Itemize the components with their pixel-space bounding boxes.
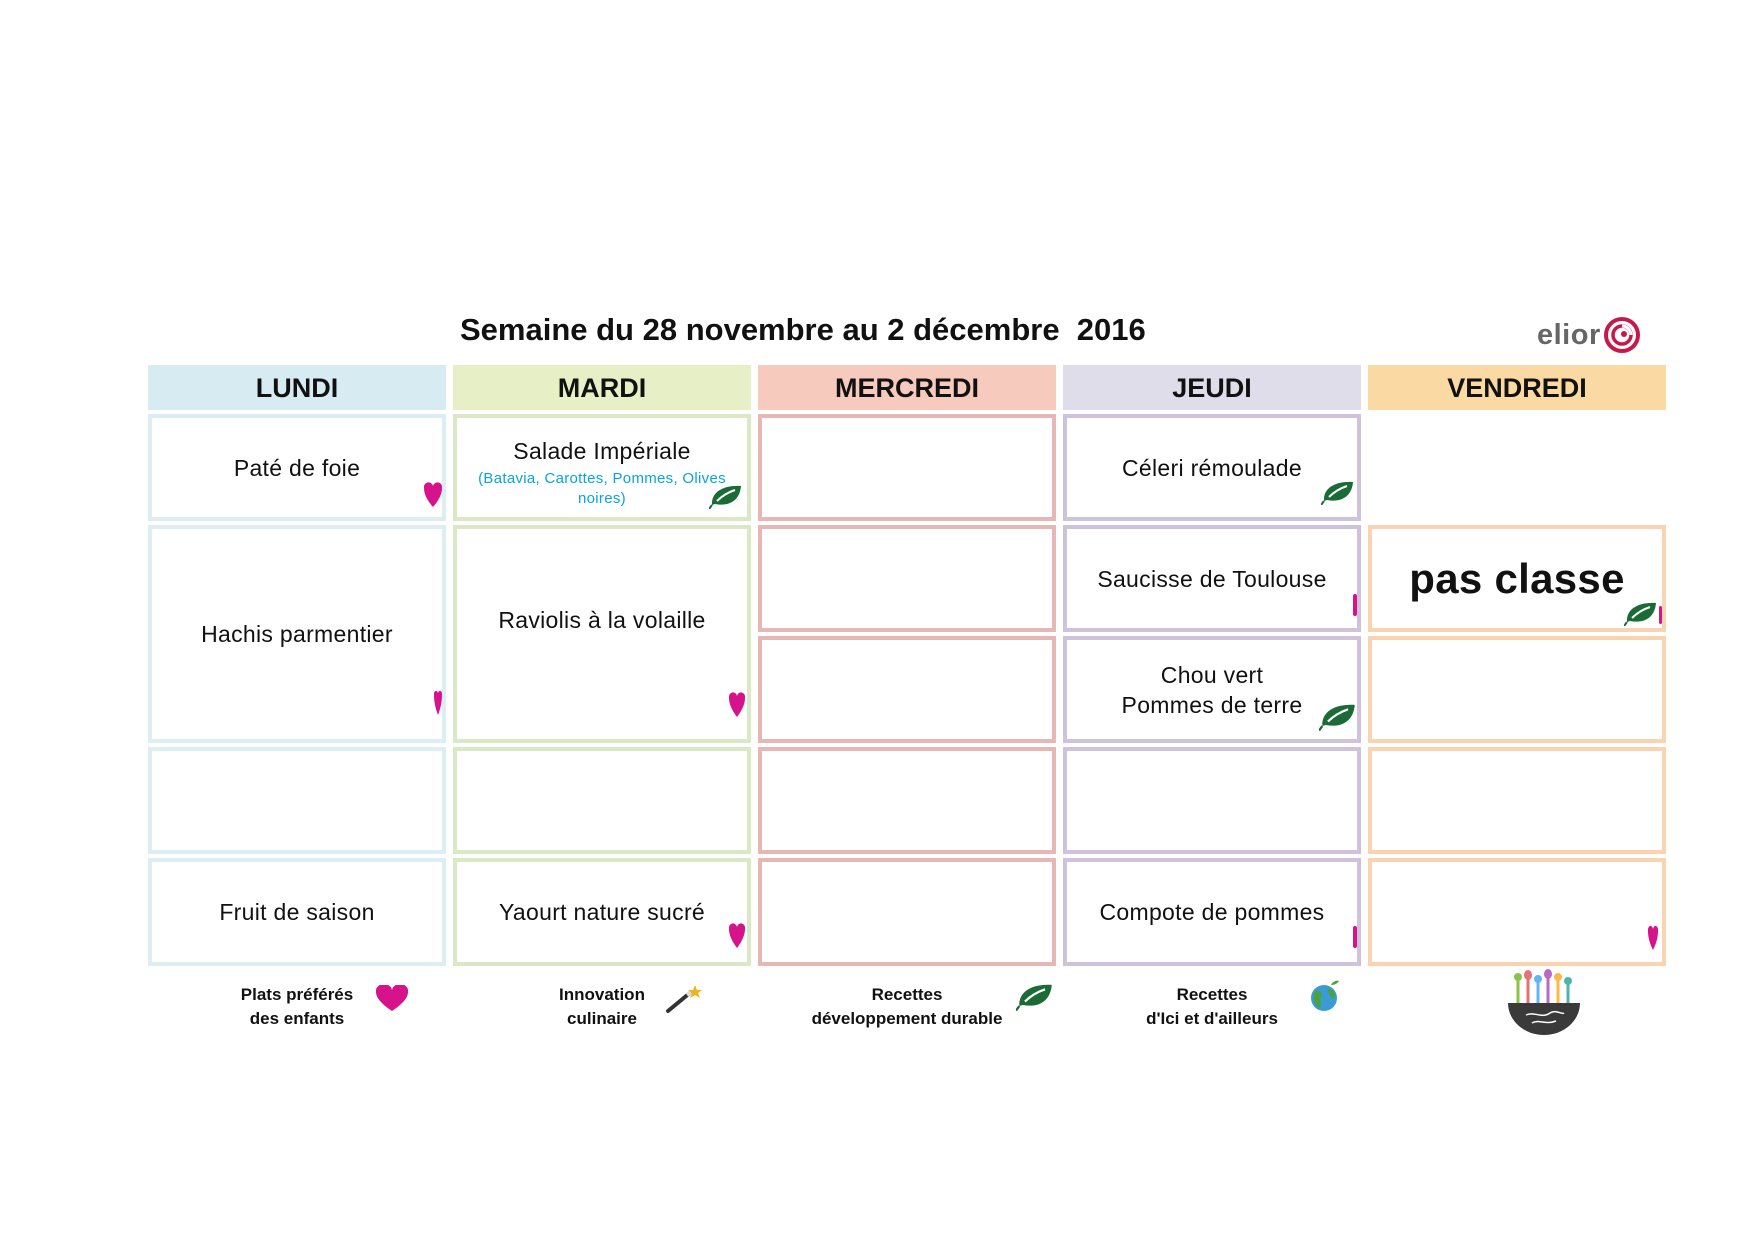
leaf-icon <box>1321 479 1355 505</box>
menu-cell <box>758 858 1056 966</box>
heart-icon <box>434 689 442 715</box>
legend-item-innovation: Innovation culinaire <box>453 983 751 1031</box>
menu-cell-detail: (Batavia, Carottes, Pommes, Olives noires) <box>478 470 726 507</box>
heart-icon <box>1648 924 1658 950</box>
page-title: Semaine du 28 novembre au 2 décembre 2016 <box>460 312 1146 347</box>
legend-item-favorites: Plats préférés des enfants <box>148 983 446 1031</box>
leaf-icon <box>1624 600 1658 626</box>
menu-cell: Paté de foie <box>148 414 446 521</box>
menu-cell <box>758 414 1056 521</box>
elior-rose-icon <box>1604 317 1640 353</box>
menu-cell <box>758 525 1056 632</box>
day-column-mercredi <box>758 365 1056 410</box>
heart-icon <box>1659 606 1662 624</box>
menu-cell <box>1368 636 1666 743</box>
day-column-lundi <box>148 365 446 925</box>
globe-icon <box>1309 979 1341 1013</box>
menu-cell <box>758 747 1056 854</box>
menu-cell: Compote de pommes <box>1063 858 1361 966</box>
leaf-icon <box>709 483 743 509</box>
menu-cell: Raviolis à la volaille <box>453 525 751 743</box>
magic-wand-icon <box>665 983 703 1013</box>
heart-icon <box>729 691 745 717</box>
day-column-jeudi <box>1063 365 1361 925</box>
menu-cell: Yaourt nature sucré <box>453 858 751 966</box>
menu-cell <box>1368 747 1666 854</box>
logo-text: elior <box>1537 318 1601 351</box>
heart-icon <box>1353 594 1357 616</box>
day-header-lundi: LUNDI <box>148 365 446 410</box>
menu-cell: Hachis parmentier <box>148 525 446 743</box>
heart-icon <box>729 922 745 948</box>
leaf-icon <box>1319 701 1357 731</box>
menu-cell <box>1063 747 1361 854</box>
day-column-mardi <box>453 365 751 925</box>
day-header-vendredi: VENDREDI <box>1368 365 1666 410</box>
menu-cell: Céleri rémoulade <box>1063 414 1361 521</box>
menu-cell: Chou vert Pommes de terre <box>1063 636 1361 743</box>
menu-cell: pas classe <box>1368 525 1666 632</box>
legend-item-world: Recettes d'Ici et d'ailleurs <box>1063 983 1361 1031</box>
menu-cell: Saucisse de Toulouse <box>1063 525 1361 632</box>
heart-icon <box>1353 926 1357 948</box>
menu-cell <box>148 747 446 854</box>
leaf-icon <box>1016 981 1054 1011</box>
heart-icon <box>376 985 408 1011</box>
utensils-logo-icon <box>1504 969 1584 1037</box>
day-column-vendredi <box>1368 365 1666 602</box>
heart-icon <box>424 481 442 507</box>
menu-cell <box>758 636 1056 743</box>
menu-cell: Salade Impériale (Batavia, Carottes, Pommes, Olives noires) <box>453 414 751 521</box>
day-header-mardi: MARDI <box>453 365 751 410</box>
day-header-jeudi: JEUDI <box>1063 365 1361 410</box>
elior-logo <box>1537 311 1640 359</box>
menu-cell <box>453 747 751 854</box>
menu-cell: Fruit de saison <box>148 858 446 966</box>
day-header-mercredi: MERCREDI <box>758 365 1056 410</box>
menu-cell <box>1368 858 1666 966</box>
legend-item-sustainable: Recettes développement durable <box>758 983 1056 1031</box>
